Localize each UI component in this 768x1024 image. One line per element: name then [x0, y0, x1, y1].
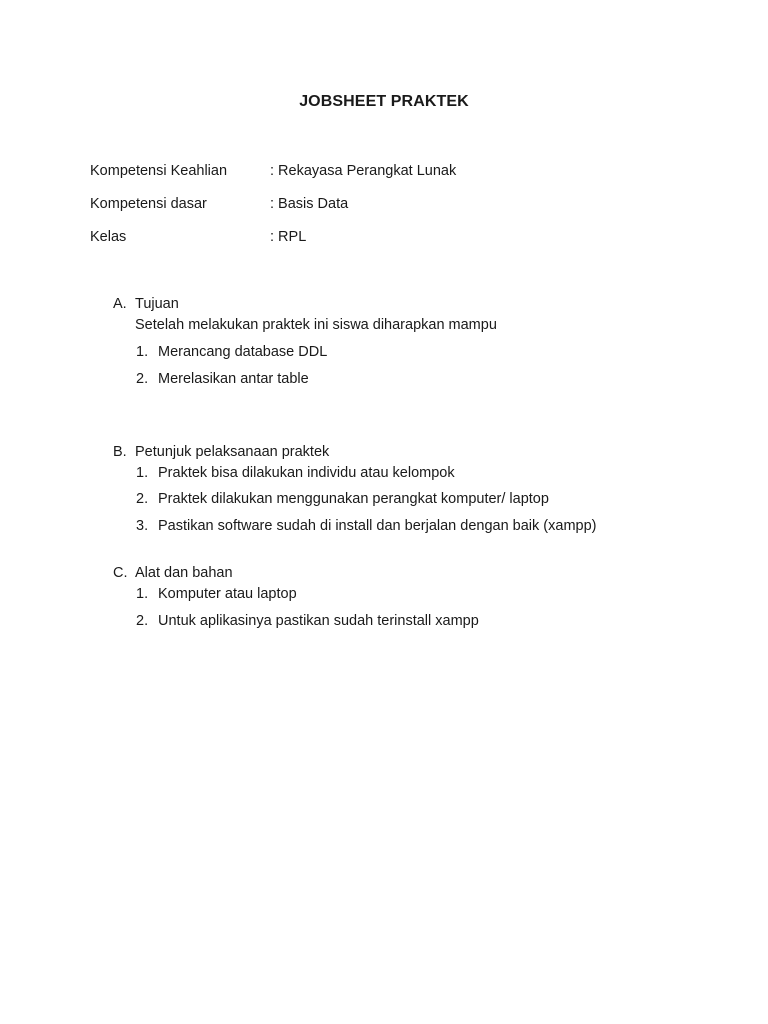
section-heading-text: Alat dan bahan — [135, 565, 233, 581]
info-label: Kelas — [90, 229, 127, 245]
list-number: 2. — [136, 613, 149, 629]
list-item — [136, 369, 309, 389]
section-a-heading — [113, 294, 179, 314]
list-item — [136, 342, 327, 362]
list-number: 1. — [136, 344, 149, 360]
info-label: Kompetensi Keahlian — [90, 163, 228, 179]
section-b-heading — [113, 442, 329, 462]
list-item — [136, 489, 549, 509]
list-number: 2. — [136, 371, 149, 387]
section-letter: B. — [113, 444, 127, 460]
list-text: Merelasikan antar table — [158, 371, 309, 387]
section-a-intro: Setelah melakukan praktek ini siswa diharapkan mampu — [135, 317, 497, 333]
section-letter: A. — [113, 296, 127, 312]
list-item — [136, 584, 297, 604]
document-title: JOBSHEET PRAKTEK — [299, 93, 469, 110]
list-item — [136, 611, 479, 631]
info-value: : Rekayasa Perangkat Lunak — [270, 163, 457, 179]
info-value: : Basis Data — [270, 196, 349, 212]
list-number: 3. — [136, 518, 149, 534]
list-text: Praktek dilakukan menggunakan perangkat komputer/ laptop — [158, 491, 549, 507]
info-value: : RPL — [270, 229, 307, 245]
list-text: Komputer atau laptop — [158, 586, 297, 602]
list-text: Pastikan software sudah di install dan berjalan dengan baik (xampp) — [158, 518, 597, 534]
list-text: Untuk aplikasinya pastikan sudah terinstall xampp — [158, 613, 479, 629]
list-number: 1. — [136, 586, 149, 602]
section-heading-text: Tujuan — [135, 296, 179, 312]
section-c-heading — [113, 563, 233, 583]
list-number: 1. — [136, 465, 149, 481]
section-letter: C. — [113, 565, 128, 581]
section-heading-text: Petunjuk pelaksanaan praktek — [135, 444, 330, 460]
list-item — [136, 516, 596, 536]
list-text: Merancang database DDL — [158, 344, 328, 360]
list-number: 2. — [136, 491, 149, 507]
list-item — [136, 463, 455, 483]
info-label: Kompetensi dasar — [90, 196, 207, 212]
list-text: Praktek bisa dilakukan individu atau kelompok — [158, 465, 455, 481]
